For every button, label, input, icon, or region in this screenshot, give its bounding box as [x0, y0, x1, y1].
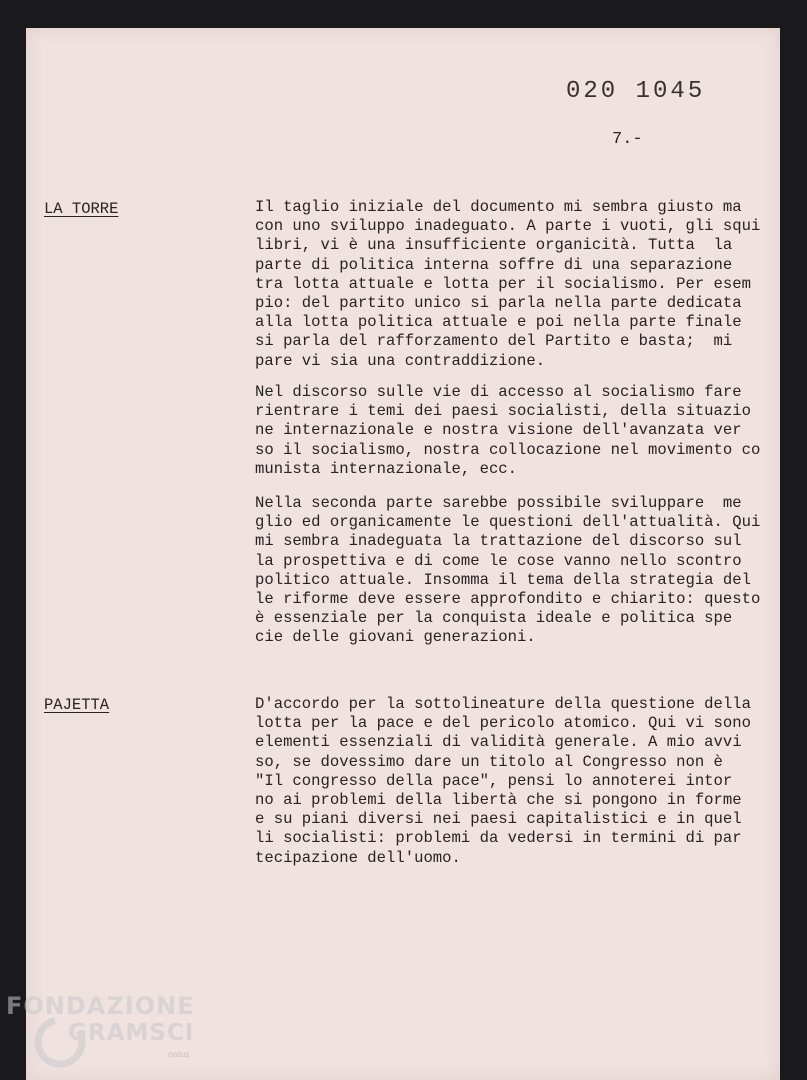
text-line: no ai problemi della libertà che si pongono in forme	[255, 790, 742, 809]
text-line: rientrare i temi dei paesi socialisti, della situazio	[255, 402, 751, 421]
paragraph-la-torre-1	[255, 198, 775, 371]
document-page	[26, 28, 780, 1080]
text-line: glio ed organicamente le questioni dell'attualità. Qui	[255, 513, 761, 532]
speaker-pajetta: PAJETTA	[44, 696, 110, 714]
text-line: è essenziale per la conquista ideale e politica spe	[255, 609, 733, 628]
text-line: Nel discorso sulle vie di accesso al socialismo fare	[255, 383, 742, 401]
text-line: ne internazionale e nostra visione dell'avanzata ver	[255, 421, 742, 440]
text-line: li socialisti: problemi da vedersi in termini di par	[255, 829, 742, 848]
text-line: parte di politica interna soffre di una separazione	[255, 255, 733, 274]
text-line: D'accordo per la sottolineature della questione della	[255, 695, 751, 713]
text-line: libri, vi è una insufficiente organicità. Tutta la	[255, 236, 733, 255]
text-line: munista internazionale, ecc.	[255, 459, 518, 478]
text-line: le riforme deve essere approfondito e chiarito: questo	[255, 589, 761, 608]
text-line: e su piani diversi nei paesi capitalistici e in quel	[255, 810, 742, 829]
text-line: con uno sviluppo inadeguato. A parte i vuoti, gli squi	[255, 217, 761, 236]
fondazione-gramsci-watermark	[6, 992, 206, 1076]
watermark-line-2: GRAMSCI	[68, 1020, 195, 1046]
text-line: "Il congresso della pace", pensi lo annoterei intor	[255, 771, 733, 790]
paragraph-la-torre-2	[255, 383, 775, 479]
text-line: pio: del partito unico si parla nella parte dedicata	[255, 293, 742, 312]
text-line: la prospettiva e di come le cose vanno nello scontro	[255, 551, 742, 570]
watermark-line-1: FONDAZIONE	[6, 992, 195, 1020]
speaker-la-torre: LA TORRE	[44, 200, 119, 218]
text-line: so, se dovessimo dare un titolo al Congresso non è	[255, 752, 723, 771]
paragraph-pajetta-1	[255, 695, 775, 868]
paragraph-la-torre-3	[255, 494, 775, 648]
text-line: tra lotta attuale e lotta per il socialismo. Per esem	[255, 274, 751, 293]
text-line: mi sembra inadeguata la trattazione del discorso sul	[255, 532, 742, 551]
text-line: cie delle giovani generazioni.	[255, 628, 536, 647]
page-number: 7.-	[612, 130, 643, 149]
watermark-sub: onlus	[168, 1050, 190, 1059]
text-line: si parla del rafforzamento del Partito e basta; mi	[255, 332, 733, 351]
text-line: Il taglio iniziale del documento mi sembra giusto ma	[255, 198, 742, 216]
text-line: politico attuale. Insomma il tema della strategia del	[255, 570, 751, 589]
text-line: Nella seconda parte sarebbe possibile sviluppare me	[255, 494, 742, 512]
archive-number: 020 1045	[566, 78, 706, 105]
text-line: pare vi sia una contraddizione.	[255, 351, 546, 370]
text-line: so il socialismo, nostra collocazione nel movimento co	[255, 440, 761, 459]
text-line: elementi essenziali di validità generale. A mio avvi	[255, 733, 742, 752]
text-line: lotta per la pace e del pericolo atomico. Qui vi sono	[255, 714, 751, 733]
text-line: alla lotta politica attuale e poi nella parte finale	[255, 313, 742, 332]
text-line: tecipazione dell'uomo.	[255, 848, 461, 867]
